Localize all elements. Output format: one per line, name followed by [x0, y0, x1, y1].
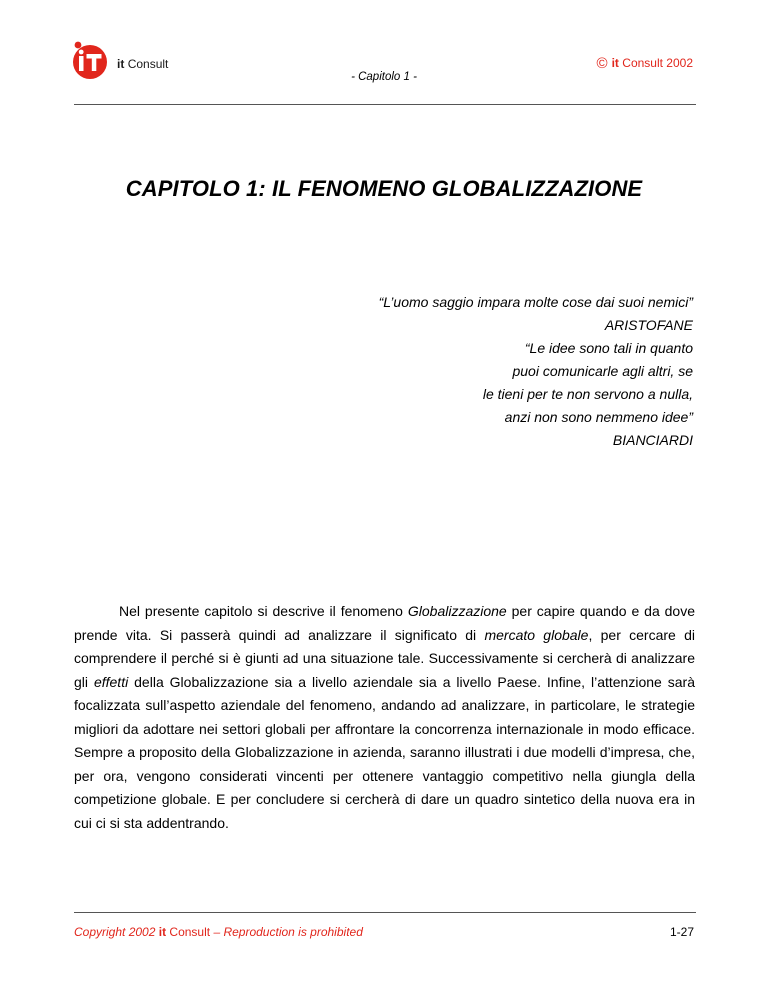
- body-emphasis: effetti: [93, 673, 129, 690]
- header-copyright: [597, 55, 693, 72]
- logo-wordmark: [117, 57, 168, 71]
- body-emphasis: Globalizzazione: [407, 603, 507, 619]
- logo-suffix: Consult: [127, 57, 169, 71]
- body-text: Nel presente capitolo si descrive il fenomeno: [119, 603, 408, 619]
- quote-line: anzi non sono nemmeno idee”: [504, 409, 693, 425]
- body-emphasis: mercato globale: [484, 626, 589, 643]
- footer-divider: [74, 912, 696, 913]
- epigraph: [379, 291, 693, 452]
- copyright-text: Consult 2002: [622, 56, 693, 70]
- header-divider: [74, 104, 696, 105]
- footer-suffix: – Reproduction is prohibited: [210, 925, 363, 939]
- body-text: della Globalizzazione sia a livello aziendale sia a livello Paese. Infine, l’attenzione sarà focalizzata sull’aspetto aziendale del fenomeno, andando ad analizzare, in particolare, le strategie migliori da adottare nei settori globali per affrontare la concorrenza internazionale in modo efficace. Sempre a proposito della Globalizzazione in azienda, saranno illustrati i due modelli d’impresa, che, per ora, vengono considerati vincenti per ottenere vantaggio competitivo nella giungla della competizione globale. E per concludere si cercherà di dare un quadro sintetico della nuova era in cui ci si sta addentrando.: [74, 673, 695, 831]
- quote-line: puoi comunicarle agli altri, se: [512, 363, 693, 379]
- page-number: 1-27: [669, 925, 694, 939]
- footer-copyright: [74, 925, 363, 939]
- copyright-brand: it: [611, 56, 619, 70]
- body-text: per capire quando e da dove prende vita. Si passerà quindi ad analizzare il significato di: [74, 603, 695, 643]
- quote-author: ARISTOFANE: [604, 317, 693, 333]
- chapter-label: - Capitolo 1 -: [351, 71, 417, 83]
- quote-author: BIANCIARDI: [612, 432, 693, 448]
- body-text: , per cercare di comprendere il perché si è giunti ad una situazione tale. Successivamente si cercherà di analizzare gli: [74, 626, 696, 690]
- chapter-title: CAPITOLO 1: IL FENOMENO GLOBALIZZAZIONE: [125, 176, 643, 201]
- quote-line: “L’uomo saggio impara molte cose dai suoi nemici”: [378, 294, 693, 310]
- body-paragraph: [74, 600, 695, 835]
- logo-brand: it: [117, 57, 125, 71]
- footer-brand: it: [158, 925, 167, 939]
- quote-line: “Le idee sono tali in quanto: [524, 340, 693, 356]
- quote-line: le tieni per te non servono a nulla,: [482, 386, 693, 402]
- copyright-icon: ©: [596, 55, 608, 72]
- footer-prefix: Copyright 2002: [74, 925, 159, 939]
- footer-name: Consult: [166, 925, 211, 939]
